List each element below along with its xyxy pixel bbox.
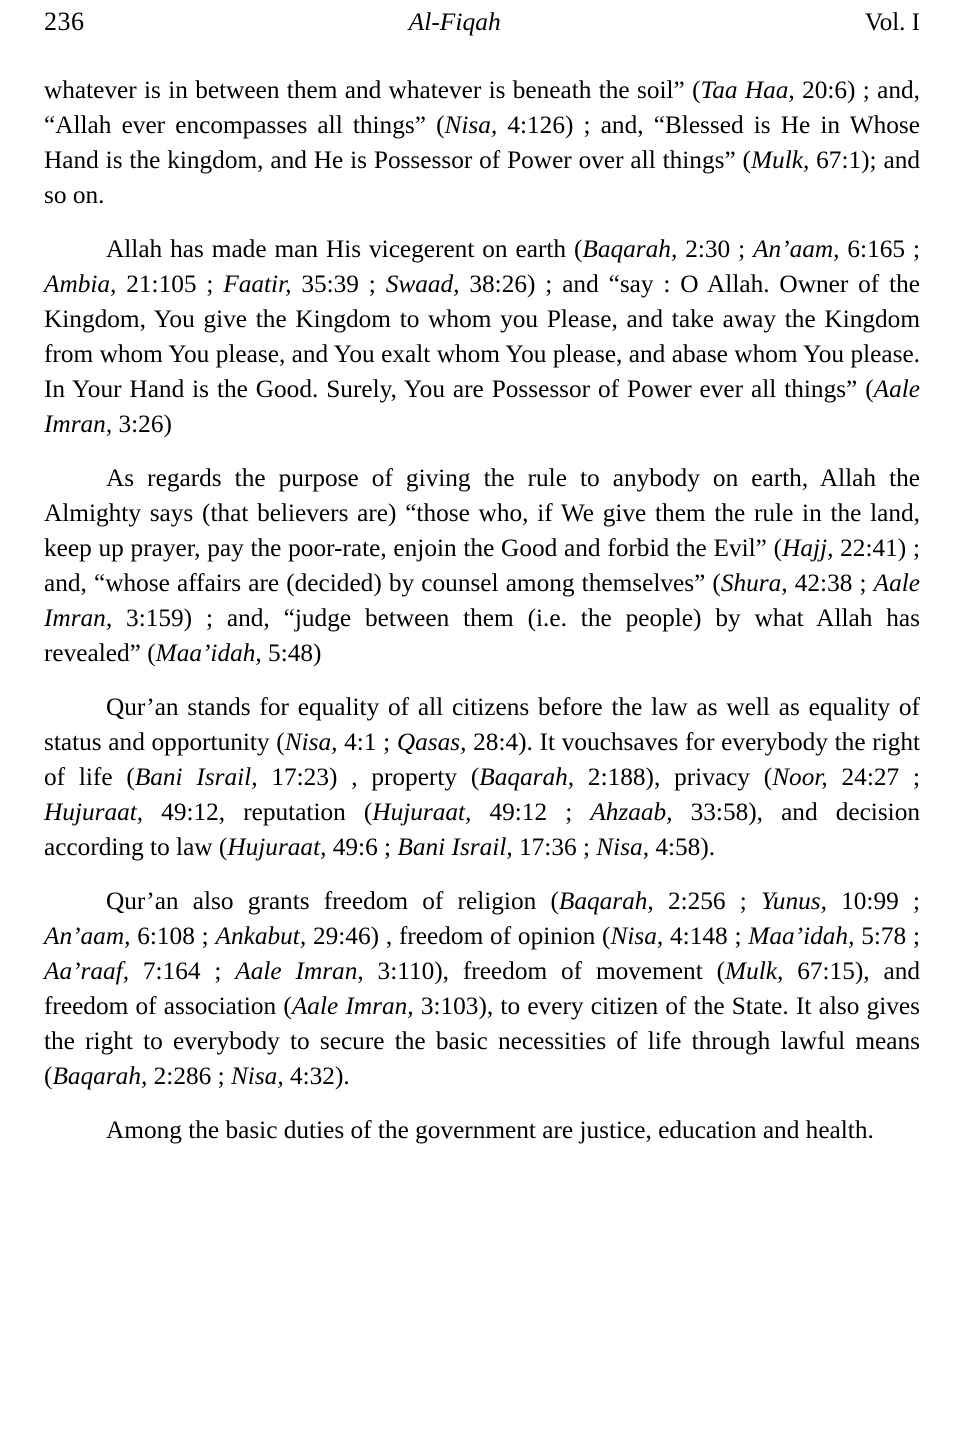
text-run: Qur’an stands for equality of all citizens before the law as well as equality of status and opportunity ( — [44, 693, 920, 757]
citation-source: Noor, — [772, 763, 828, 792]
citation-source: Ambia, — [44, 269, 117, 298]
citation-source: Aale Imran, — [291, 992, 414, 1021]
text-run: 28:4). It vouchsaves for everybody the right of life ( — [44, 728, 921, 792]
text-run: 49:6 ; — [326, 833, 398, 862]
citation-source: Nisa, — [610, 922, 664, 951]
text-run: 4:32). — [283, 1062, 350, 1091]
text-run: 35:39 ; — [291, 269, 386, 298]
text-run: 5:78 ; — [854, 922, 921, 951]
citation-source: Baqarah, — [52, 1062, 148, 1091]
citation-source: Maa’idah, — [155, 639, 262, 668]
text-run: 3:159) ; and, “judge between them (i.e. the people) by what Allah has revealed” ( — [44, 604, 920, 668]
text-run: 5:48) — [261, 639, 322, 668]
citation-source: Nisa, — [230, 1062, 284, 1091]
text-run: 49:12 ; — [471, 798, 591, 827]
citation-source: Nisa, — [596, 833, 650, 862]
paragraph — [44, 690, 920, 865]
text-run: 6:165 ; — [839, 234, 920, 263]
text-run: 4:148 ; — [663, 922, 749, 951]
text-run: As regards the purpose of giving the rule to anybody on earth, Allah the Almighty says (that believers are) “those who, if We give them the rule in the land, keep up prayer, pay the poor-rate, enjoin the Good and forbid the Evil” ( — [44, 463, 920, 562]
text-run: 2:286 ; — [147, 1062, 231, 1091]
text-run: whatever is in between them and whatever is beneath the soil” ( — [44, 75, 701, 104]
text-run: 67:15), and freedom of association ( — [44, 957, 920, 1021]
text-run: 4:126) ; and, “Blessed is He in Whose Hand is the kingdom, and He is Possessor of Power over all things” ( — [44, 110, 920, 174]
citation-source: Baqarah, — [582, 234, 678, 263]
citation-source: An’aam, — [44, 922, 131, 951]
citation-source: Ankabut, — [215, 922, 307, 951]
text-run: 3:103), to every citizen of the State. It also gives the right to everybody to secure the basic necessities of life through lawful means ( — [44, 992, 920, 1091]
citation-source: Mulk, — [725, 957, 784, 986]
citation-source: Ahzaab, — [590, 798, 673, 827]
text-run: 33:58), and decision according to law ( — [44, 798, 920, 862]
text-run: 7:164 ; — [129, 957, 236, 986]
citation-source: Nisa, — [444, 110, 498, 139]
text-run: 3:110), freedom of movement ( — [363, 957, 726, 986]
text-run: 2:188), privacy ( — [574, 763, 773, 792]
book-title: Al-Fiqah — [408, 7, 501, 36]
text-run: 10:99 ; — [826, 887, 920, 916]
text-run: 17:36 ; — [512, 833, 597, 862]
citation-source: Hujuraat, — [372, 798, 472, 827]
paragraph — [44, 73, 920, 213]
citation-source: Mulk, — [750, 145, 810, 174]
paragraph — [44, 1113, 920, 1148]
citation-source: Baqarah, — [479, 763, 575, 792]
text-run: 4:1 ; — [337, 728, 397, 757]
page-number: 236 — [44, 7, 85, 36]
text-run: Among the basic duties of the government are justice, education and health. — [106, 1116, 874, 1145]
citation-source: Hujuraat, — [44, 798, 144, 827]
text-run: 38:26) ; and “say : O Allah. Owner of the Kingdom, You give the Kingdom to whom you Please, and take away the Kingdom from whom You please, and You exalt whom You please, and abase whom You please. In Your Hand is the Good. Surely, You are Possessor of Power ever all things” ( — [44, 269, 920, 403]
paragraph — [44, 461, 920, 671]
citation-source: Aa’raaf, — [44, 957, 130, 986]
volume-label: Vol. I — [864, 9, 920, 36]
text-run: 21:105 ; — [116, 269, 224, 298]
body-text — [0, 37, 960, 1149]
citation-source: Faatir, — [223, 269, 292, 298]
text-run: 4:58). — [649, 833, 716, 862]
citation-source: Swaad, — [385, 269, 460, 298]
paragraph — [44, 884, 920, 1094]
text-run: 29:46) , freedom of opinion ( — [306, 922, 611, 951]
citation-source: Aale Imran, — [235, 957, 364, 986]
text-run: 6:108 ; — [130, 922, 216, 951]
citation-source: Shura, — [720, 569, 788, 597]
citation-source: Bani Israil, — [397, 833, 513, 862]
text-run: 3:26) — [112, 409, 172, 438]
text-run: 20:6) ; and, “Allah ever encompasses all things” ( — [44, 75, 921, 139]
citation-source: Hajj, — [782, 533, 834, 562]
text-run: Qur’an also grants freedom of religion ( — [106, 887, 559, 916]
text-run: 49:12, reputation ( — [143, 798, 373, 827]
citation-source: Maa’idah, — [748, 922, 855, 951]
citation-source: Qasas, — [396, 728, 467, 757]
citation-source: Aale Imran, — [44, 374, 920, 438]
text-run: Allah has made man His vicegerent on earth ( — [106, 234, 583, 263]
text-run: 2:256 ; — [653, 887, 762, 916]
text-run: 22:41) ; and, “whose affairs are (decided) by counsel among themselves” ( — [44, 533, 920, 597]
running-head — [0, 0, 960, 37]
citation-source: An’aam, — [753, 234, 840, 263]
citation-source: Aale Imran, — [44, 569, 921, 633]
citation-source: Bani Israil, — [134, 763, 258, 792]
text-run: 24:27 ; — [827, 763, 920, 792]
paragraph — [44, 232, 920, 442]
citation-source: Baqarah, — [558, 887, 654, 916]
citation-source: Yunus, — [761, 887, 827, 916]
citation-source: Nisa, — [284, 728, 338, 757]
text-run: 42:38 ; — [787, 569, 874, 597]
text-run: 67:1); and so on. — [44, 145, 920, 209]
citation-source: Taa Haa, — [700, 75, 795, 104]
citation-source: Hujuraat, — [227, 833, 327, 862]
text-run: 17:23) , property ( — [257, 763, 480, 792]
text-run: 2:30 ; — [677, 234, 754, 263]
